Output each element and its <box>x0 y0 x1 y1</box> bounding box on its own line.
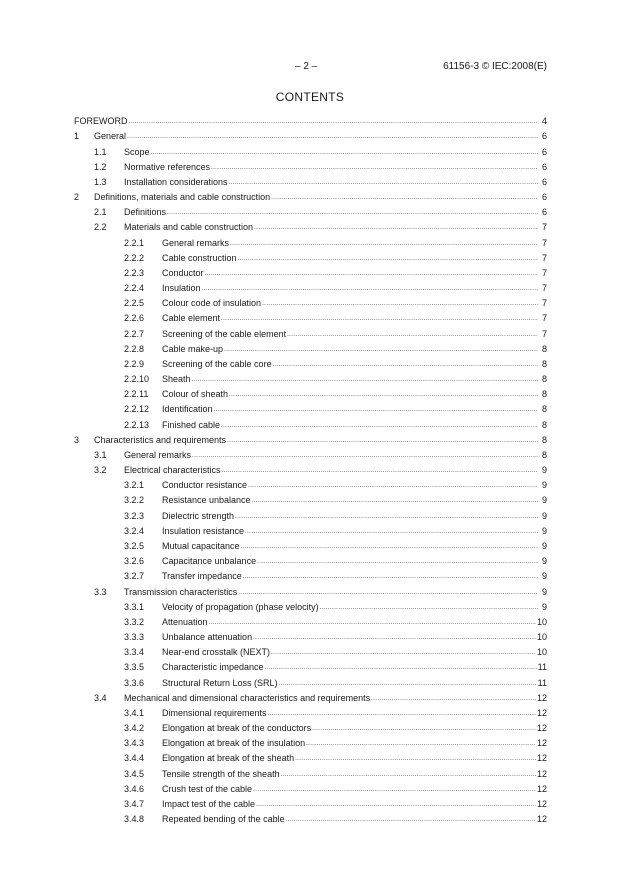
toc-entry-title: Definitions <box>124 207 167 218</box>
toc-entry-page: 9 <box>541 586 547 597</box>
toc-entry-title: Capacitance unbalance <box>162 556 257 567</box>
toc-entry-number: 3.4.6 <box>124 783 145 794</box>
toc-dot-leader <box>235 514 538 520</box>
toc-entry-number: 3.3.3 <box>124 632 145 643</box>
toc-entry-page: 6 <box>541 146 547 157</box>
toc-dot-leader <box>127 134 538 140</box>
toc-entry[interactable] <box>74 188 547 203</box>
toc-entry-page: 6 <box>541 161 547 172</box>
toc-dot-leader <box>241 544 538 550</box>
toc-dot-leader <box>214 407 538 413</box>
toc-entry-page: 9 <box>541 510 547 521</box>
toc-entry-number: 3.3 <box>94 586 107 597</box>
toc-dot-leader <box>256 802 536 808</box>
toc-entry-title: Sheath <box>162 374 191 385</box>
toc-entry-title: Conductor <box>162 267 204 278</box>
toc-entry-number: 2.2.2 <box>124 252 145 263</box>
toc-dot-leader <box>295 756 536 762</box>
toc-entry-page: 9 <box>541 465 547 476</box>
toc-entry[interactable] <box>74 218 547 233</box>
toc-entry-title: Dimensional requirements <box>162 707 267 718</box>
toc-dot-leader <box>229 392 538 398</box>
toc-entry[interactable] <box>74 491 547 506</box>
toc-entry-page: 9 <box>541 525 547 536</box>
toc-entry[interactable] <box>74 764 547 779</box>
toc-entry-page: 7 <box>541 222 547 233</box>
toc-entry-page: 12 <box>536 707 547 718</box>
toc-entry[interactable] <box>74 749 547 764</box>
toc-dot-leader <box>202 286 538 292</box>
toc-dot-leader <box>281 772 536 778</box>
toc-dot-leader <box>271 195 538 201</box>
toc-dot-leader <box>222 468 538 474</box>
toc-entry-title: Screening of the cable core <box>162 358 272 369</box>
toc-entry[interactable] <box>74 446 547 461</box>
toc-entry[interactable] <box>74 506 547 521</box>
toc-entry-number: 3.3.4 <box>124 647 145 658</box>
toc-entry-number: 2.2.1 <box>124 237 145 248</box>
toc-entry-number: 3.2 <box>94 465 107 476</box>
toc-entry-number: 3.3.5 <box>124 662 145 673</box>
toc-dot-leader <box>245 529 538 535</box>
toc-dot-leader <box>371 696 536 702</box>
toc-dot-leader <box>230 241 538 247</box>
toc-entry-page: 7 <box>541 267 547 278</box>
toc-entry-page: 7 <box>541 252 547 263</box>
toc-entry[interactable] <box>74 203 547 218</box>
toc-entry-page: 8 <box>541 343 547 354</box>
toc-entry-number: 3.1 <box>94 449 107 460</box>
toc-entry-title: Installation considerations <box>124 176 228 187</box>
toc-entry[interactable] <box>74 294 547 309</box>
toc-dot-leader <box>286 817 536 823</box>
toc-entry-number: 3.2.7 <box>124 571 145 582</box>
toc-dot-leader <box>265 665 537 671</box>
toc-entry-page: 7 <box>541 298 547 309</box>
toc-entry-page: 8 <box>541 389 547 400</box>
toc-entry-number: 3.2.3 <box>124 510 145 521</box>
toc-entry-page: 8 <box>541 419 547 430</box>
toc-dot-leader <box>229 180 538 186</box>
toc-entry-number: 1.3 <box>94 176 107 187</box>
toc-dot-leader <box>287 332 538 338</box>
toc-entry-page: 11 <box>537 677 547 688</box>
toc-entry-page: 12 <box>536 753 547 764</box>
toc-entry[interactable] <box>74 431 547 446</box>
toc-entry-title: Finished cable <box>162 419 221 430</box>
toc-entry-number: 3.4.7 <box>124 798 145 809</box>
toc-entry-number: 3.2.1 <box>124 480 145 491</box>
toc-entry-number: 3.3.6 <box>124 677 145 688</box>
toc-entry-title: Mutual capacitance <box>162 540 240 551</box>
toc-entry-title: Attenuation <box>162 616 208 627</box>
toc-entry[interactable] <box>74 127 547 142</box>
toc-dot-leader <box>221 423 538 429</box>
toc-entry-title: Elongation at break of the conductors <box>162 723 312 734</box>
toc-entry-page: 4 <box>541 116 547 127</box>
toc-dot-leader <box>211 165 538 171</box>
toc-entry[interactable] <box>74 158 547 173</box>
toc-entry-number: 3.2.4 <box>124 525 145 536</box>
toc-entry-title: Transfer impedance <box>162 571 242 582</box>
toc-entry-title: Characteristics and requirements <box>94 434 227 445</box>
toc-entry-title: General <box>94 131 127 142</box>
toc-entry-title: General remarks <box>162 237 230 248</box>
toc-entry-title: Impact test of the cable <box>162 798 256 809</box>
toc-entry-page: 9 <box>541 571 547 582</box>
page-number: – 2 – <box>295 61 318 72</box>
toc-entry[interactable] <box>74 309 547 324</box>
toc-entry-number: 2.2.4 <box>124 283 145 294</box>
toc-entry-number: 3.4.4 <box>124 753 145 764</box>
toc-dot-leader <box>129 119 539 125</box>
toc-entry-page: 9 <box>541 601 547 612</box>
toc-dot-leader <box>253 787 536 793</box>
toc-entry[interactable] <box>74 415 547 430</box>
toc-entry-title: Definitions, materials and cable construction <box>94 192 271 203</box>
toc-entry-title: Materials and cable construction <box>124 222 254 233</box>
toc-entry-number: 2.2.11 <box>124 389 149 400</box>
toc-dot-leader <box>257 559 538 565</box>
toc-entry-page: 8 <box>541 358 547 369</box>
toc-entry-page: 10 <box>536 647 547 658</box>
toc-dot-leader <box>262 301 538 307</box>
toc-entry[interactable] <box>74 324 547 339</box>
toc-entry-title: Unbalance attenuation <box>162 632 253 643</box>
toc-entry-number: 3.3.1 <box>124 601 145 612</box>
toc-dot-leader <box>254 225 538 231</box>
toc-entry-number: 2.2.7 <box>124 328 145 339</box>
toc-entry-title: Scope <box>124 146 150 157</box>
toc-entry[interactable] <box>74 370 547 385</box>
toc-entry-title: Dielectric strength <box>162 510 235 521</box>
toc-entry-number: 2.1 <box>94 207 107 218</box>
toc-entry-page: 9 <box>541 540 547 551</box>
toc-entry-title: Colour of sheath <box>162 389 229 400</box>
toc-entry-page: 6 <box>541 176 547 187</box>
toc-entry-title: FOREWORD <box>74 116 128 127</box>
toc-entry-title: Insulation <box>162 283 201 294</box>
toc-entry-page: 12 <box>536 814 547 825</box>
toc-dot-leader <box>273 362 538 368</box>
toc-entry[interactable] <box>74 658 547 673</box>
toc-entry-number: 3.2.6 <box>124 556 145 567</box>
toc-entry-page: 12 <box>536 783 547 794</box>
toc-entry-title: Near-end crosstalk (NEXT) <box>162 647 271 658</box>
toc-entry-title: Colour code of insulation <box>162 298 262 309</box>
toc-entry-title: Electrical characteristics <box>124 465 221 476</box>
toc-dot-leader <box>306 741 536 747</box>
toc-entry-number: 3.4 <box>94 692 107 703</box>
toc-entry-title: Resistance unbalance <box>162 495 251 506</box>
toc-entry[interactable] <box>74 734 547 749</box>
toc-entry-title: Identification <box>162 404 213 415</box>
toc-dot-leader <box>238 256 538 262</box>
toc-entry-number: 2.2.13 <box>124 419 150 430</box>
contents-title: CONTENTS <box>275 90 345 104</box>
toc-entry[interactable] <box>74 537 547 552</box>
toc-entry-page: 12 <box>536 798 547 809</box>
toc-entry-page: 7 <box>541 328 547 339</box>
toc-entry[interactable] <box>74 795 547 810</box>
toc-dot-leader <box>252 498 538 504</box>
toc-entry-number: 2 <box>74 192 80 203</box>
toc-entry-page: 11 <box>537 662 547 673</box>
toc-entry-number: 3.3.2 <box>124 616 145 627</box>
toc-entry[interactable] <box>74 704 547 719</box>
toc-entry[interactable] <box>74 643 547 658</box>
toc-entry-title: Characteristic impedance <box>162 662 264 673</box>
toc-entry[interactable] <box>74 780 547 795</box>
toc-entry-title: Cable make-up <box>162 343 224 354</box>
toc-dot-leader <box>221 316 538 322</box>
toc-entry-page: 9 <box>541 556 547 567</box>
toc-entry-title: Insulation resistance <box>162 525 245 536</box>
toc-entry[interactable] <box>74 673 547 688</box>
toc-entry-page: 10 <box>536 616 547 627</box>
toc-entry[interactable] <box>74 613 547 628</box>
toc-dot-leader <box>151 150 538 156</box>
toc-entry-page: 6 <box>541 207 547 218</box>
toc-dot-leader <box>209 620 536 626</box>
toc-entry-number: 2.2.10 <box>124 374 150 385</box>
toc-entry-title: Screening of the cable element <box>162 328 287 339</box>
toc-entry-title: Velocity of propagation (phase velocity) <box>162 601 319 612</box>
toc-dot-leader <box>253 635 536 641</box>
toc-entry-title: Repeated bending of the cable <box>162 814 285 825</box>
toc-entry[interactable] <box>74 340 547 355</box>
table-of-contents <box>74 112 547 825</box>
toc-dot-leader <box>227 438 538 444</box>
toc-entry-title: Normative references <box>124 161 211 172</box>
toc-entry-number: 2.2.6 <box>124 313 145 324</box>
toc-entry-page: 12 <box>536 768 547 779</box>
toc-entry-title: Tensile strength of the sheath <box>162 768 280 779</box>
toc-entry-number: 2.2.9 <box>124 358 145 369</box>
toc-entry-page: 6 <box>541 192 547 203</box>
toc-entry-number: 1.2 <box>94 161 107 172</box>
toc-entry-number: 3.4.5 <box>124 768 145 779</box>
toc-dot-leader <box>224 347 538 353</box>
toc-entry-number: 3.4.1 <box>124 707 145 718</box>
toc-entry-number: 3.4.2 <box>124 723 145 734</box>
toc-entry[interactable] <box>74 400 547 415</box>
toc-entry[interactable] <box>74 279 547 294</box>
toc-entry-page: 12 <box>536 738 547 749</box>
toc-entry[interactable] <box>74 689 547 704</box>
toc-entry[interactable] <box>74 598 547 613</box>
toc-entry-number: 1.1 <box>94 146 107 157</box>
toc-entry-title: Transmission characteristics <box>124 586 238 597</box>
toc-dot-leader <box>192 453 538 459</box>
toc-entry-page: 9 <box>541 495 547 506</box>
toc-dot-leader <box>312 726 536 732</box>
toc-entry-title: Crush test of the cable <box>162 783 253 794</box>
toc-entry-page: 8 <box>541 434 547 445</box>
document-reference: 61156-3 © IEC:2008(E) <box>443 61 547 72</box>
toc-entry-number: 3.2.2 <box>124 495 145 506</box>
toc-dot-leader <box>279 681 537 687</box>
toc-entry[interactable] <box>74 552 547 567</box>
toc-entry[interactable] <box>74 810 547 825</box>
toc-entry-number: 3 <box>74 434 80 445</box>
toc-entry-page: 9 <box>541 480 547 491</box>
toc-dot-leader <box>268 711 536 717</box>
toc-entry-title: Cable construction <box>162 252 237 263</box>
toc-entry[interactable] <box>74 522 547 537</box>
toc-entry-page: 12 <box>536 723 547 734</box>
toc-entry-page: 8 <box>541 404 547 415</box>
toc-entry[interactable] <box>74 233 547 248</box>
toc-entry-number: 1 <box>74 131 80 142</box>
toc-entry[interactable] <box>74 112 547 127</box>
toc-entry-number: 2.2.5 <box>124 298 145 309</box>
toc-entry-title: General remarks <box>124 449 192 460</box>
toc-entry[interactable] <box>74 582 547 597</box>
toc-entry-number: 2.2 <box>94 222 107 233</box>
toc-dot-leader <box>238 590 538 596</box>
toc-dot-leader <box>205 271 538 277</box>
toc-entry[interactable] <box>74 476 547 491</box>
toc-dot-leader <box>167 210 538 216</box>
toc-entry-title: Mechanical and dimensional characteristics and requirements <box>124 692 371 703</box>
toc-entry[interactable] <box>74 628 547 643</box>
toc-dot-leader <box>243 574 538 580</box>
toc-dot-leader <box>271 650 536 656</box>
toc-entry-number: 3.4.3 <box>124 738 145 749</box>
toc-entry-number: 2.2.8 <box>124 343 145 354</box>
toc-entry-page: 8 <box>541 449 547 460</box>
toc-entry[interactable] <box>74 355 547 370</box>
toc-entry[interactable] <box>74 249 547 264</box>
toc-dot-leader <box>320 605 538 611</box>
toc-entry-number: 3.2.5 <box>124 540 145 551</box>
toc-entry-page: 8 <box>541 374 547 385</box>
toc-entry-title: Cable element <box>162 313 221 324</box>
toc-entry-title: Elongation at break of the insulation <box>162 738 306 749</box>
toc-entry-page: 12 <box>536 692 547 703</box>
toc-entry-page: 10 <box>536 632 547 643</box>
toc-entry-title: Elongation at break of the sheath <box>162 753 295 764</box>
toc-entry-number: 2.2.12 <box>124 404 150 415</box>
toc-entry[interactable] <box>74 719 547 734</box>
toc-entry-page: 7 <box>541 237 547 248</box>
toc-entry[interactable] <box>74 385 547 400</box>
toc-entry-title: Structural Return Loss (SRL) <box>162 677 278 688</box>
toc-entry-title: Conductor resistance <box>162 480 248 491</box>
toc-dot-leader <box>192 377 538 383</box>
toc-entry-number: 3.4.8 <box>124 814 145 825</box>
toc-entry-page: 7 <box>541 313 547 324</box>
toc-entry-page: 7 <box>541 283 547 294</box>
toc-entry-number: 2.2.3 <box>124 267 145 278</box>
toc-entry-page: 6 <box>541 131 547 142</box>
toc-dot-leader <box>248 483 538 489</box>
toc-entry[interactable] <box>74 173 547 188</box>
toc-entry[interactable] <box>74 142 547 157</box>
toc-entry[interactable] <box>74 264 547 279</box>
toc-entry[interactable] <box>74 461 547 476</box>
toc-entry[interactable] <box>74 567 547 582</box>
